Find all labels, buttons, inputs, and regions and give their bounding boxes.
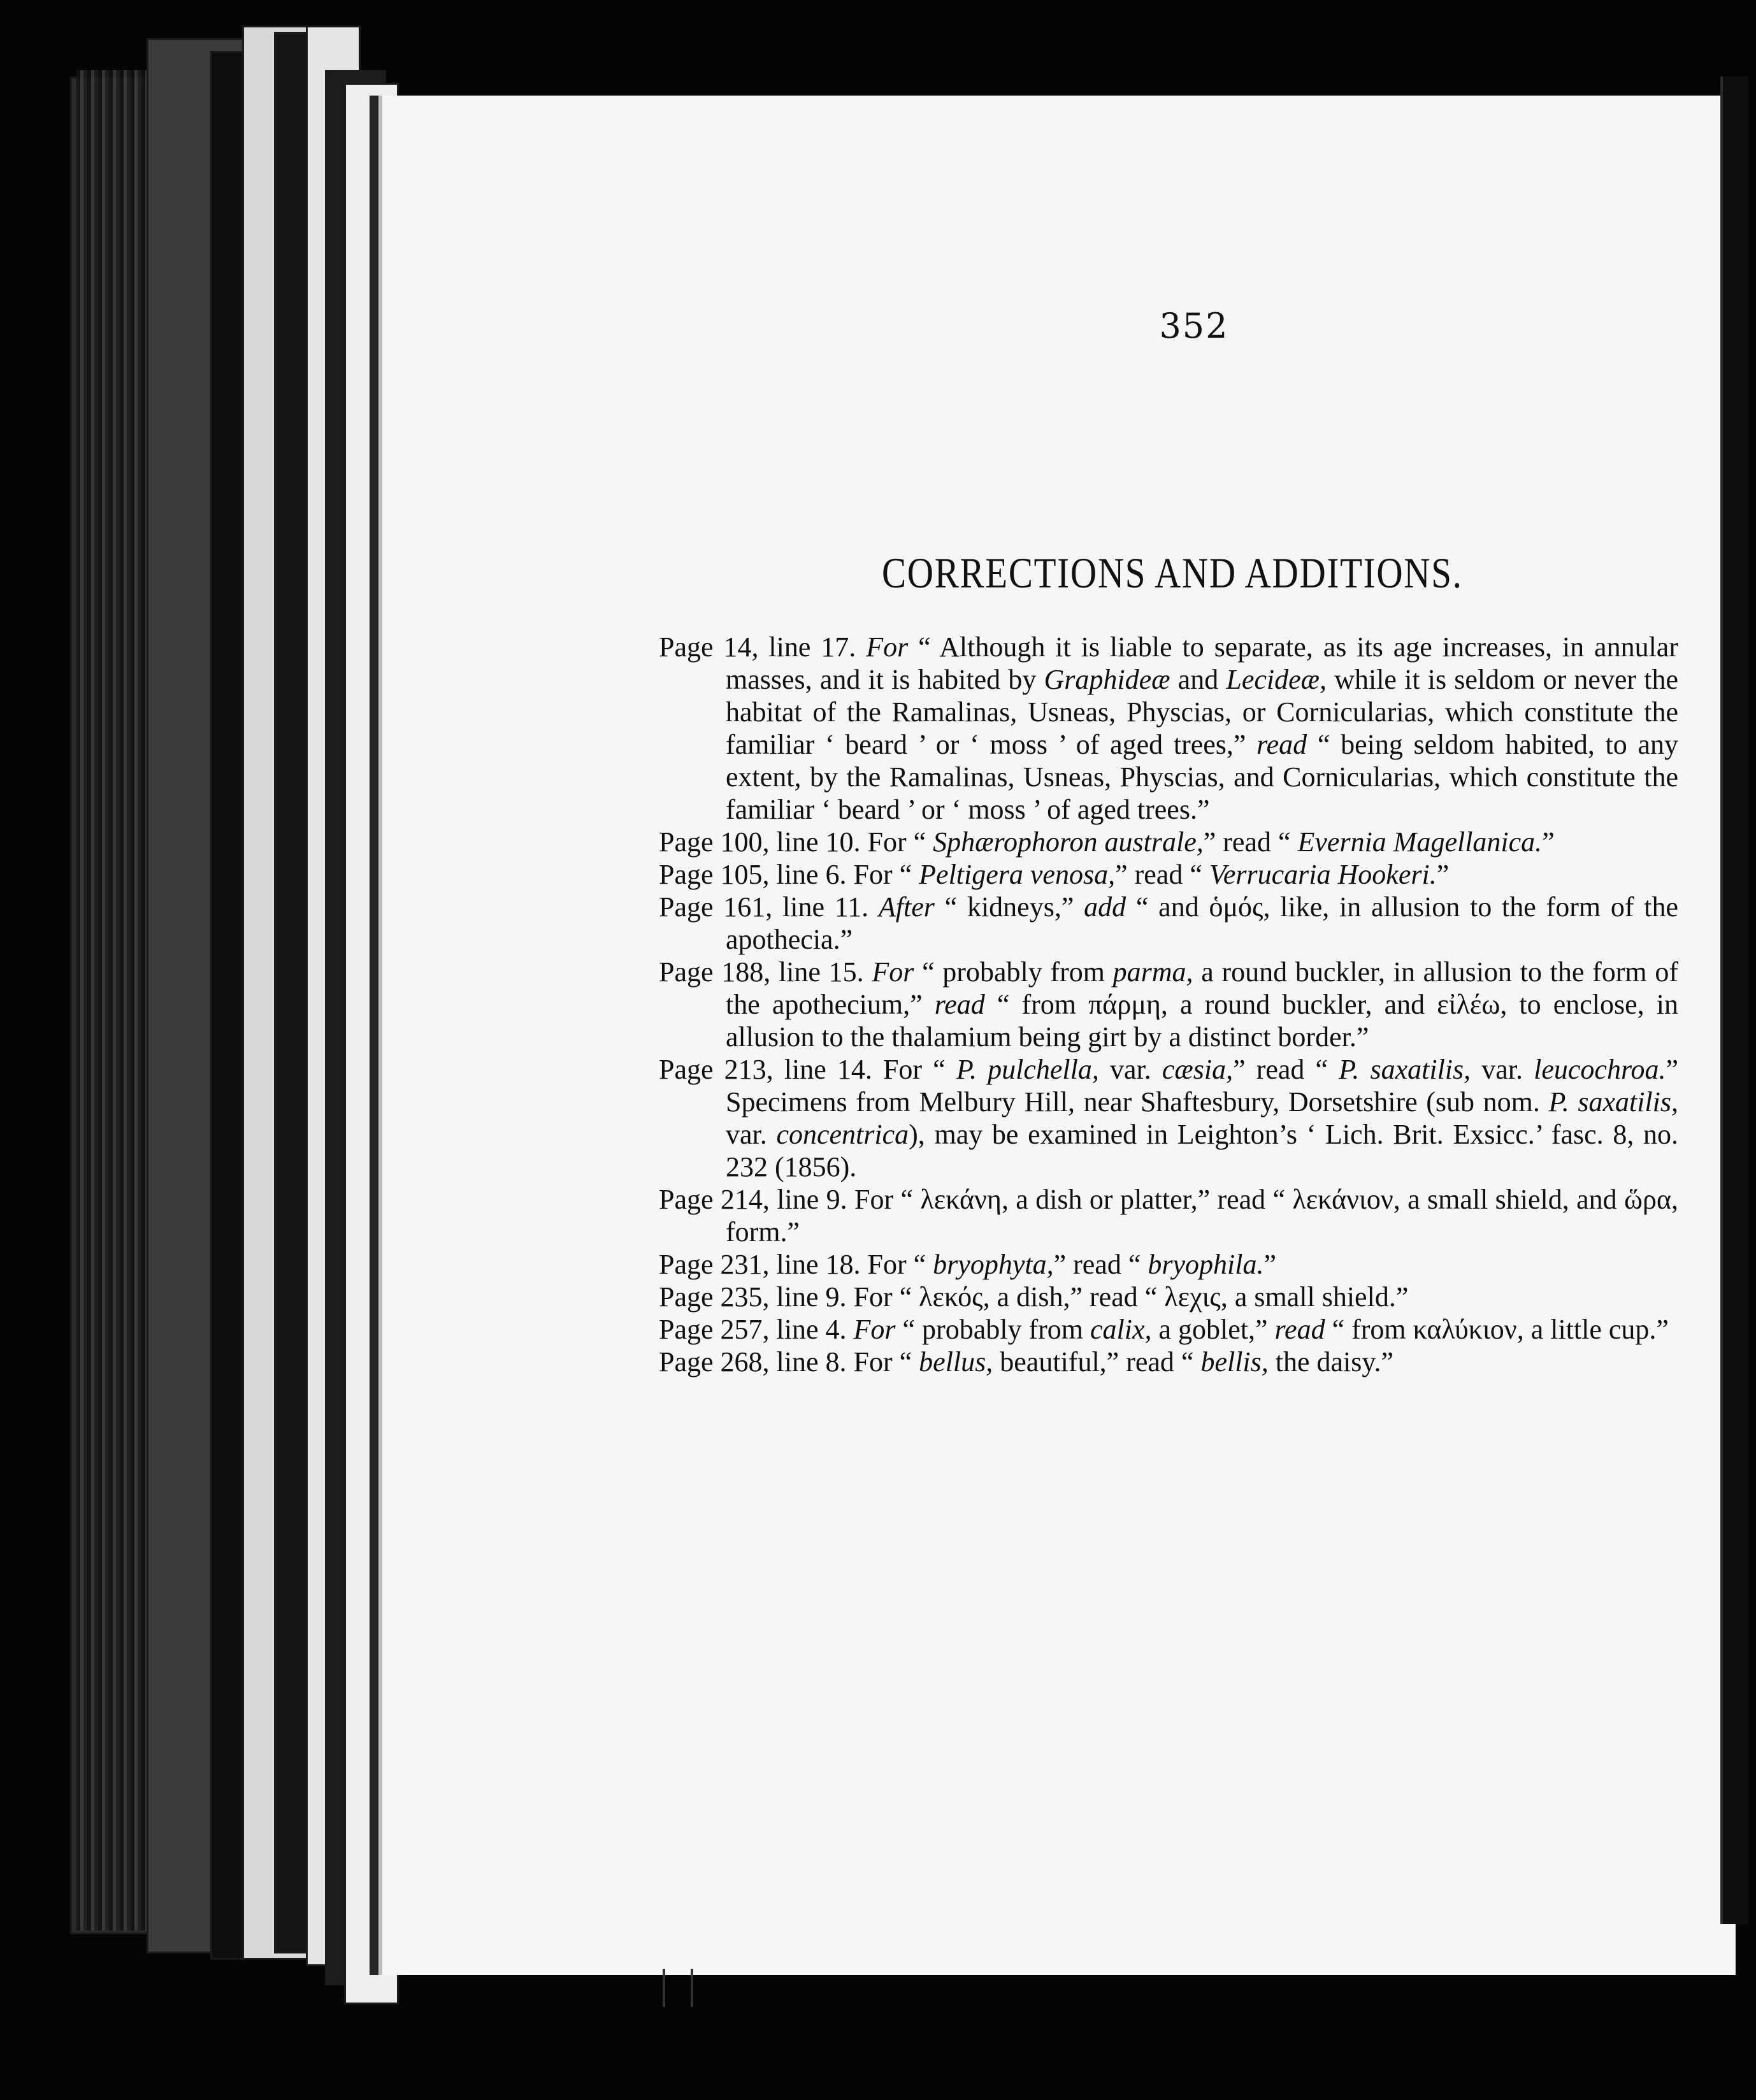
italic-text: add — [1084, 891, 1126, 923]
entry-reference: Page 235, line 9. — [659, 1281, 847, 1312]
correction-entry — [659, 631, 1678, 826]
entry-text: var. — [1098, 1054, 1162, 1085]
entry-text: beautiful,” read “ — [993, 1346, 1201, 1377]
entry-text: “ kidneys,” — [934, 891, 1084, 923]
entry-text: “ Although it is liable to separate, as its age increases, in annular masses, and it is habited by — [726, 631, 1678, 695]
italic-text: parma, — [1112, 956, 1193, 988]
entry-reference: Page 161, line 11. — [659, 891, 869, 923]
italic-text: Evernia Magellanica. — [1297, 826, 1543, 858]
italic-text: Peltigera venosa, — [919, 859, 1116, 890]
entry-text: “ being seldom habited, to any extent, by the Ramalinas, Usneas, Physcias, and Cornicularias, which constitute the familiar ‘ beard ’ or ‘ moss ’ of aged trees.” — [726, 729, 1678, 825]
binding-marks — [663, 1969, 693, 2007]
entry-reference: Page 231, line 18. — [659, 1249, 861, 1280]
entry-text: var. — [1471, 1054, 1534, 1085]
entry-text: a goblet,” — [1151, 1314, 1275, 1345]
italic-text: Sphærophoron australe, — [933, 826, 1204, 858]
scan-border — [1720, 76, 1748, 1924]
entry-text: ” read “ — [1203, 826, 1298, 858]
entry-text: For “ — [867, 826, 933, 858]
correction-entry — [659, 956, 1678, 1053]
italic-text: For — [866, 631, 909, 663]
entry-text: while it is seldom or never the habitat of the Ramalinas, Usneas, Physcias, or Cornicularias, which constitute the familiar ‘ beard ’ or ‘ moss ’ of aged trees,” — [726, 664, 1678, 760]
correction-entry — [659, 1053, 1678, 1183]
entry-text: “ from καλύκιον, a little cup.” — [1325, 1314, 1669, 1345]
entry-text: and — [1170, 664, 1227, 695]
corrections-list — [659, 631, 1678, 1378]
italic-text: For — [872, 956, 914, 988]
italic-text: calix, — [1090, 1314, 1152, 1345]
correction-entry — [659, 1183, 1678, 1248]
entry-reference: Page 105, line 6. — [659, 859, 847, 890]
italic-text: concentrica — [776, 1119, 909, 1150]
entry-reference: Page 213, line 14. — [659, 1054, 872, 1085]
entry-text: For “ λεκός, a dish,” read “ λεχις, a small shield.” — [853, 1281, 1409, 1312]
correction-entry — [659, 826, 1678, 858]
entry-reference: Page 268, line 8. — [659, 1346, 847, 1377]
entry-text: ” — [1542, 826, 1555, 858]
correction-entry — [659, 1346, 1678, 1378]
correction-entry — [659, 1313, 1678, 1346]
entry-reference: Page 257, line 4. — [659, 1314, 847, 1345]
page-number: 352 — [1159, 306, 1229, 346]
correction-entry — [659, 891, 1678, 956]
italic-text: read — [1274, 1314, 1325, 1345]
italic-text: P. saxatilis, — [1548, 1086, 1678, 1118]
correction-entry — [659, 1248, 1678, 1281]
italic-text: read — [934, 989, 985, 1020]
correction-entry — [659, 1281, 1678, 1313]
italic-text: bellis, — [1200, 1346, 1269, 1377]
entry-text: For “ λεκάνη, a dish or platter,” read “ λεκάνιον, a small shield, and ὥρα, form.” — [726, 1184, 1679, 1248]
italic-text: P. pulchella, — [956, 1054, 1099, 1085]
entry-text: ), may be examined in Leighton’s ‘ Lich. Brit. Exsicc.’ fasc. 8, no. 232 (1856). — [726, 1119, 1678, 1183]
correction-entry — [659, 858, 1678, 891]
entry-text: “ probably from — [914, 956, 1113, 988]
entry-text: For “ — [882, 1054, 956, 1085]
entry-text: ” — [1436, 859, 1450, 890]
italic-text: For — [853, 1314, 896, 1345]
entry-text: ” read “ — [1115, 859, 1209, 890]
entry-text: For “ — [867, 1249, 933, 1280]
entry-text: For “ — [853, 859, 919, 890]
italic-text: After — [878, 891, 935, 923]
italic-text: cæsia, — [1162, 1054, 1234, 1085]
page-title: CORRECTIONS AND ADDITIONS. — [882, 549, 1463, 597]
italic-text: bryophila. — [1148, 1249, 1264, 1280]
entry-text: var. — [726, 1119, 777, 1150]
entry-text: “ from πάρμη, a round buckler, and εἰλέω, to enclose, in allusion to the thalamium being girt by a distinct border.” — [726, 989, 1678, 1053]
entry-text: ” Specimens from Melbury Hill, near Shaftesbury, Dorsetshire (sub nom. — [726, 1054, 1678, 1118]
italic-text: bellus, — [919, 1346, 993, 1377]
book-page — [370, 96, 1736, 1975]
entry-text: the daisy.” — [1268, 1346, 1394, 1377]
entry-text: a round buckler, in allusion to the form of the apothecium,” — [726, 956, 1678, 1020]
entry-text: ” read “ — [1053, 1249, 1148, 1280]
entry-text: ” — [1263, 1249, 1276, 1280]
entry-reference: Page 14, line 17. — [659, 631, 856, 663]
italic-text: bryophyta, — [933, 1249, 1054, 1280]
italic-text: leucochroa. — [1534, 1054, 1666, 1085]
entry-text: “ and ὁμός, like, in allusion to the form of the apothecia.” — [726, 891, 1679, 955]
italic-text: read — [1256, 729, 1307, 760]
italic-text: P. saxatilis, — [1339, 1054, 1471, 1085]
italic-text: Lecideæ, — [1226, 664, 1327, 695]
entry-reference: Page 100, line 10. — [659, 826, 861, 858]
entry-reference: Page 214, line 9. — [659, 1184, 847, 1215]
entry-text: For “ — [853, 1346, 919, 1377]
italic-text: Verrucaria Hookeri. — [1209, 859, 1437, 890]
entry-text: “ probably from — [895, 1314, 1090, 1345]
italic-text: Graphideæ — [1044, 664, 1170, 695]
entry-text: ” read “ — [1233, 1054, 1339, 1085]
entry-reference: Page 188, line 15. — [659, 956, 864, 988]
